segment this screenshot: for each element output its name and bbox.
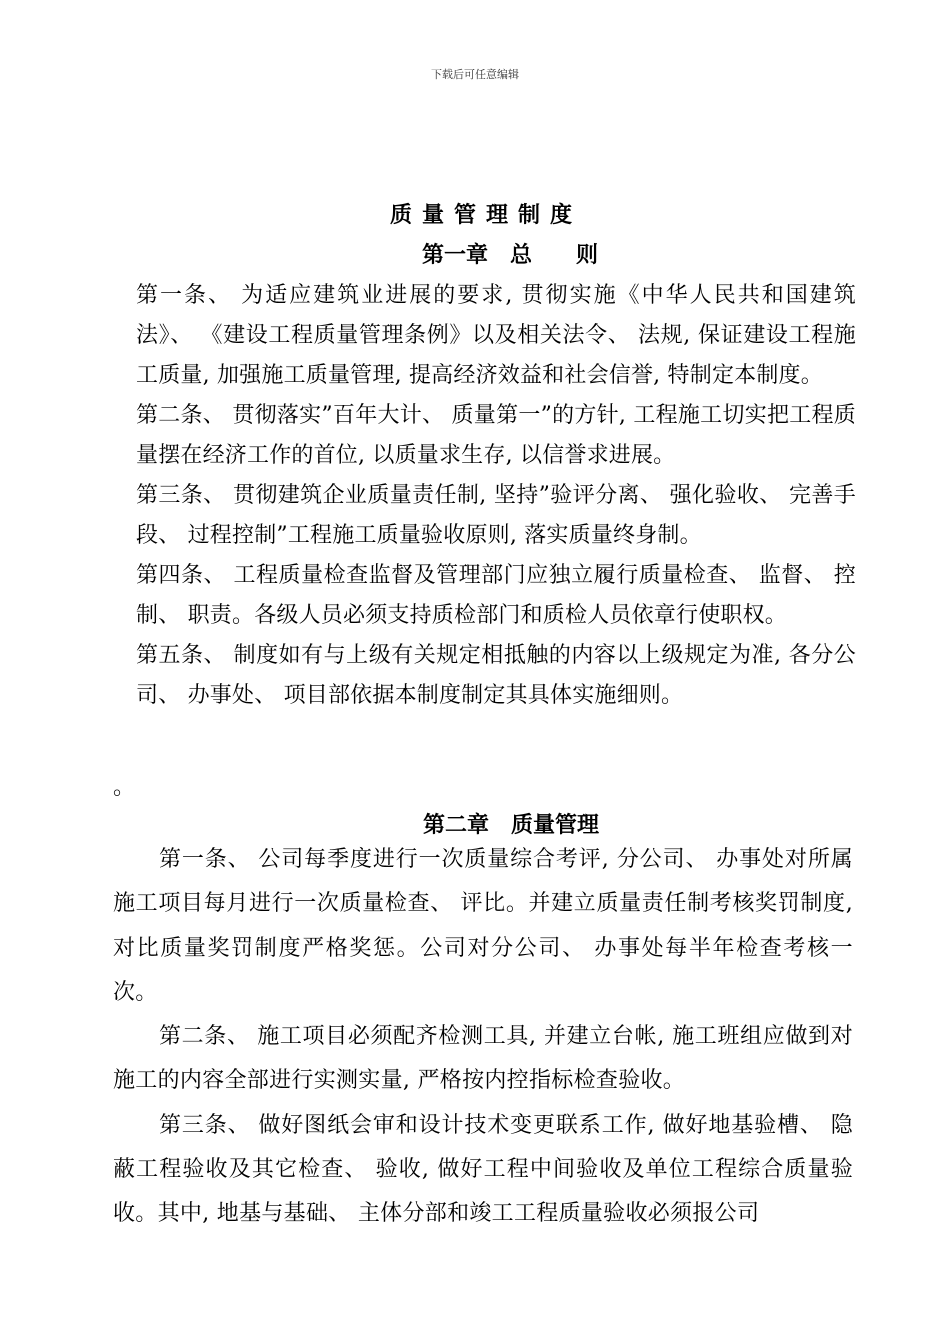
chapter-1-article-3: 第三条、 贯彻建筑企业质量责任制, 坚持”验评分离、 强化验收、 完善手段、 过程控制”工程施工质量验收原则, 落实质量终身制。 xyxy=(136,483,856,548)
chapter-1-body xyxy=(136,276,856,716)
chapter-2-article-1: 第一条、 公司每季度进行一次质量综合考评, 分公司、 办事处对所属施工项目每月进行一次质量检查、 评比。并建立质量责任制考核奖罚制度, 对比质量奖罚制度严格奖惩。公司对分公司、 办事处每半年检查考核一次。 xyxy=(113,847,853,1005)
chapter-1-article-1: 第一条、 为适应建筑业进展的要求, 贯彻实施《中华人民共和国建筑法》、 《建设工程质量管理条例》以及相关法令、 法规, 保证建设工程施工质量, 加强施工质量管理, 提高经济效益和社会信誉, 特制定本制度。 xyxy=(136,283,856,388)
document-title: 质量管理制度 xyxy=(389,202,582,228)
trailing-period: 。 xyxy=(113,775,136,800)
chapter-1-heading: 第一章 总 则 xyxy=(421,242,598,268)
chapter-2-article-3: 第三条、 做好图纸会审和设计技术变更联系工作, 做好地基验槽、 隐蔽工程验收及其它检查、 验收, 做好工程中间验收及单位工程综合质量验收。其中, 地基与基础、 主体分部和竣工工程质量验收必须报公司 xyxy=(113,1112,853,1227)
chapter-2-article-2: 第二条、 施工项目必须配齐检测工具, 并建立台帐, 施工班组应做到对施工的内容全部进行实测实量, 严格按内控指标检查验收。 xyxy=(113,1024,853,1094)
chapter-1-article-2: 第二条、 贯彻落实”百年大计、 质量第一”的方针, 工程施工切实把工程质量摆在经济工作的首位, 以质量求生存, 以信誉求进展。 xyxy=(136,403,856,468)
chapter-2-heading: 第二章 质量管理 xyxy=(422,812,599,838)
chapter-1-article-5: 第五条、 制度如有与上级有关规定相抵触的内容以上级规定为准, 各分公司、 办事处、 项目部依据本制度制定其具体实施细则。 xyxy=(136,643,856,708)
chapter-1-article-4: 第四条、 工程质量检查监督及管理部门应独立履行质量检查、 监督、 控制、 职责。各级人员必须支持质检部门和质检人员依章行使职权。 xyxy=(136,563,856,628)
chapter-2-body xyxy=(113,838,853,1237)
page-header-note: 下载后可任意编辑 xyxy=(431,68,519,81)
